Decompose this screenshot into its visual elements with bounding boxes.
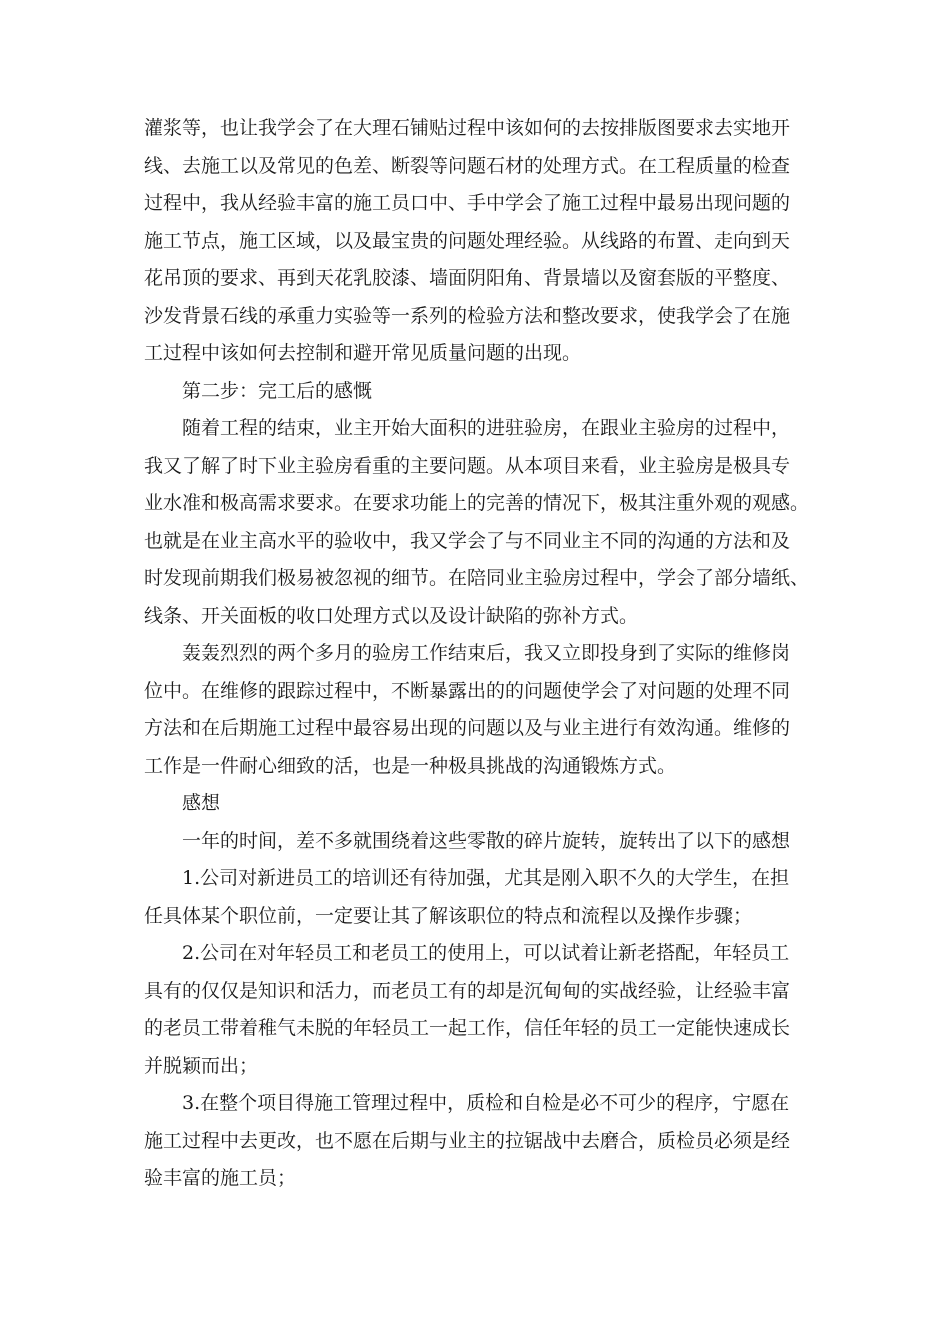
list-item-2 — [144, 935, 808, 1085]
text-line: 位中。在维修的跟踪过程中，不断暴露出的的问题使学会了对问题的处理不同 — [144, 679, 791, 702]
section-heading-thoughts — [144, 785, 808, 823]
text-line: 灌浆等，也让我学会了在大理石铺贴过程中该如何的去按排版图要求去实地开 — [144, 117, 791, 139]
text-line: 随着工程的结束，业主开始大面积的进驻验房，在跟业主验房的过程中， — [182, 417, 791, 439]
text-line: 方法和在后期施工过程中最容易出现的问题以及与业主进行有效沟通。维修的 — [144, 717, 791, 739]
text-line: 的老员工带着稚气未脱的年轻员工一起工作，信任年轻的员工一定能快速成长 — [144, 1017, 791, 1039]
text-line: 施工过程中去更改，也不愿在后期与业主的拉锯战中去磨合，质检员必须是经 — [144, 1129, 791, 1152]
section-heading-step-two — [144, 373, 808, 411]
list-item-1 — [144, 860, 808, 935]
text-line: 过程中，我从经验丰富的施工员口中、手中学会了施工过程中最易出现问题的 — [144, 192, 791, 214]
paragraph-body — [144, 410, 808, 635]
text-line: 一年的时间，差不多就围绕着这些零散的碎片旋转，旋转出了以下的感想 — [182, 829, 791, 852]
text-line: 线、去施工以及常见的色差、断裂等问题石材的处理方式。在工程质量的检查 — [144, 154, 791, 177]
text-line: 1.公司对新进员工的培训还有待加强，尤其是刚入职不久的大学生，在担 — [182, 867, 790, 889]
text-line: 施工节点，施工区域，以及最宝贵的问题处理经验。从线路的布置、走向到天 — [144, 229, 791, 252]
text-line: 我又了解了时下业主验房看重的主要问题。从本项目来看，业主验房是极具专 — [144, 454, 791, 477]
list-item-3 — [144, 1085, 808, 1198]
text-line: 2.公司在对年轻员工和老员工的使用上，可以试着让新老搭配，年轻员工 — [182, 942, 790, 964]
heading-text: 感想 — [182, 792, 221, 814]
text-line: 并脱颖而出； — [144, 1054, 259, 1077]
paragraph-body — [144, 823, 808, 861]
text-line: 也就是在业主高水平的验收中，我又学会了与不同业主不同的沟通的方法和及 — [144, 529, 791, 552]
text-line: 工过程中该如何去控制和避开常见质量问题的出现。 — [144, 342, 582, 364]
text-line: 3.在整个项目得施工管理过程中，质检和自检是必不可少的程序，宁愿在 — [182, 1092, 790, 1114]
text-line: 花吊顶的要求、再到天花乳胶漆、墙面阴阳角、背景墙以及窗套版的平整度、 — [144, 267, 791, 289]
document-page — [144, 110, 808, 1198]
text-line: 验丰富的施工员； — [144, 1167, 297, 1189]
text-line: 时发现前期我们极易被忽视的细节。在陪同业主验房过程中，学会了部分墙纸、 — [144, 567, 810, 589]
text-line: 工作是一件耐心细致的活，也是一种极具挑战的沟通锻炼方式。 — [144, 754, 677, 777]
heading-text: 第二步：完工后的感慨 — [182, 379, 373, 402]
text-line: 轰轰烈烈的两个多月的验房工作结束后，我又立即投身到了实际的维修岗 — [182, 642, 791, 664]
text-line: 任具体某个职位前，一定要让其了解该职位的特点和流程以及操作步骤； — [144, 904, 753, 927]
text-line: 沙发背景石线的承重力实验等一系列的检验方法和整改要求，使我学会了在施 — [144, 304, 791, 327]
text-line: 具有的仅仅是知识和活力，而老员工有的却是沉甸甸的实战经验，让经验丰富 — [144, 979, 791, 1002]
paragraph-body — [144, 110, 808, 373]
text-line: 业水准和极高需求要求。在要求功能上的完善的情况下，极其注重外观的观感。 — [144, 492, 810, 514]
paragraph-body — [144, 635, 808, 785]
text-line: 线条、开关面板的收口处理方式以及设计缺陷的弥补方式。 — [144, 604, 639, 627]
